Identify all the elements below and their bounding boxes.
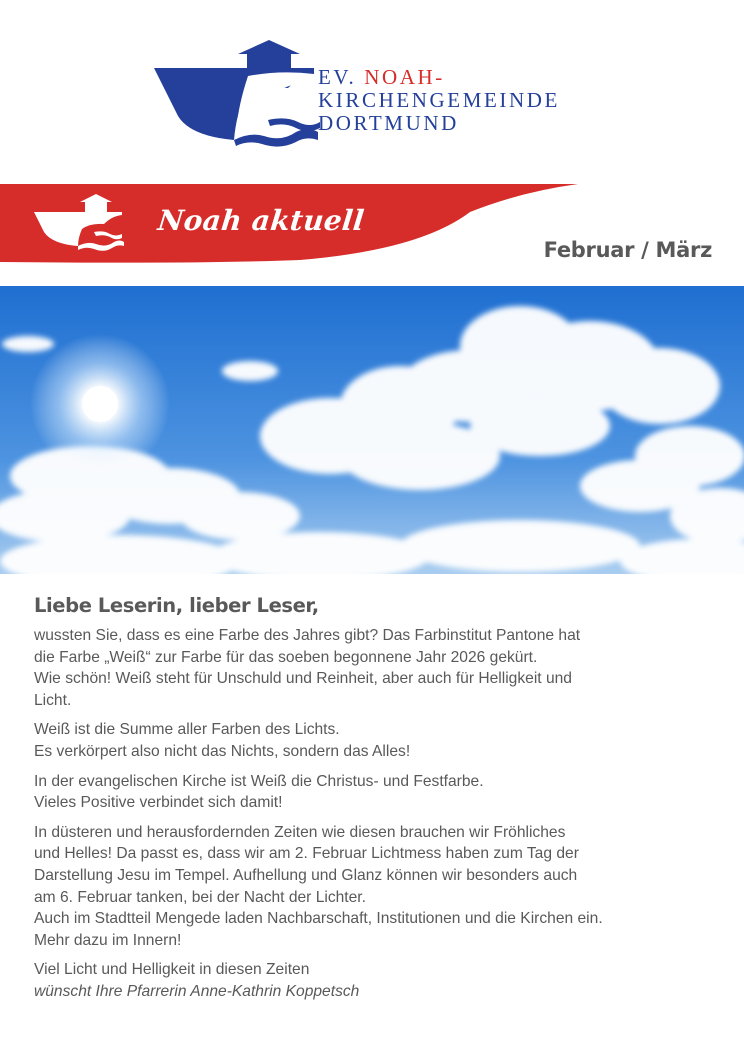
letter-paragraph-1 — [34, 625, 724, 711]
text-line: die Farbe „Weiß“ zur Farbe für das soeben begonnene Jahr 2026 gekürt. — [34, 648, 538, 666]
text-line: Wie schön! Weiß steht für Unschuld und Reinheit, aber auch für Helligkeit und — [34, 670, 572, 688]
letter-closing — [34, 959, 724, 1002]
text-line: Auch im Stadtteil Mengede laden Nachbarschaft, Institutionen und die Kirchen ein. — [34, 910, 603, 928]
banner-title: Noah aktuell — [156, 204, 366, 237]
logo-noah: NOAH- — [364, 65, 445, 89]
text-line: am 6. Februar tanken, bei der Nacht der Lichter. — [34, 888, 366, 906]
letter-paragraph-2 — [34, 719, 724, 762]
text-line: Es verkörpert also nicht das Nichts, sondern das Alles! — [34, 742, 411, 760]
editorial-letter — [34, 594, 724, 1011]
sky-clouds-sun — [0, 286, 744, 574]
letter-paragraph-4 — [34, 822, 724, 952]
text-line: Mehr dazu im Innern! — [34, 931, 182, 949]
logo-line-1: EV. NOAH- — [318, 65, 445, 89]
text-line: Vieles Positive verbindet sich damit! — [34, 794, 283, 812]
letter-greeting: Liebe Leserin, lieber Leser, — [34, 594, 319, 617]
letter-paragraph-3 — [34, 771, 724, 814]
text-line: und Helles! Da passt es, dass wir am 2. Februar Lichtmess haben zum Tag der — [34, 845, 579, 863]
issue-date: Februar / März — [543, 238, 712, 262]
logo-line-2: KIRCHENGEMEINDE — [318, 88, 560, 112]
text-line: Darstellung Jesu im Tempel. Aufhellung und Glanz können wir besonders auch — [34, 866, 578, 884]
text-line: wussten Sie, dass es eine Farbe des Jahres gibt? Das Farbinstitut Pantone hat — [34, 627, 581, 644]
text-line: Weiß ist die Summe aller Farben des Lichts. — [34, 721, 340, 739]
closing-line: Viel Licht und Helligkeit in diesen Zeiten — [34, 961, 310, 979]
signature: wünscht Ihre Pfarrerin Anne-Kathrin Koppetsch — [34, 982, 360, 1000]
text-line: Licht. — [34, 691, 72, 709]
text-line: In düsteren und herausfordernden Zeiten wie diesen brauchen wir Fröhliches — [34, 823, 566, 841]
logo-wordmark — [318, 66, 560, 135]
text-line: In der evangelischen Kirche ist Weiß die Christus- und Festfarbe. — [34, 772, 484, 790]
logo-line-3: DORTMUND — [318, 111, 459, 135]
